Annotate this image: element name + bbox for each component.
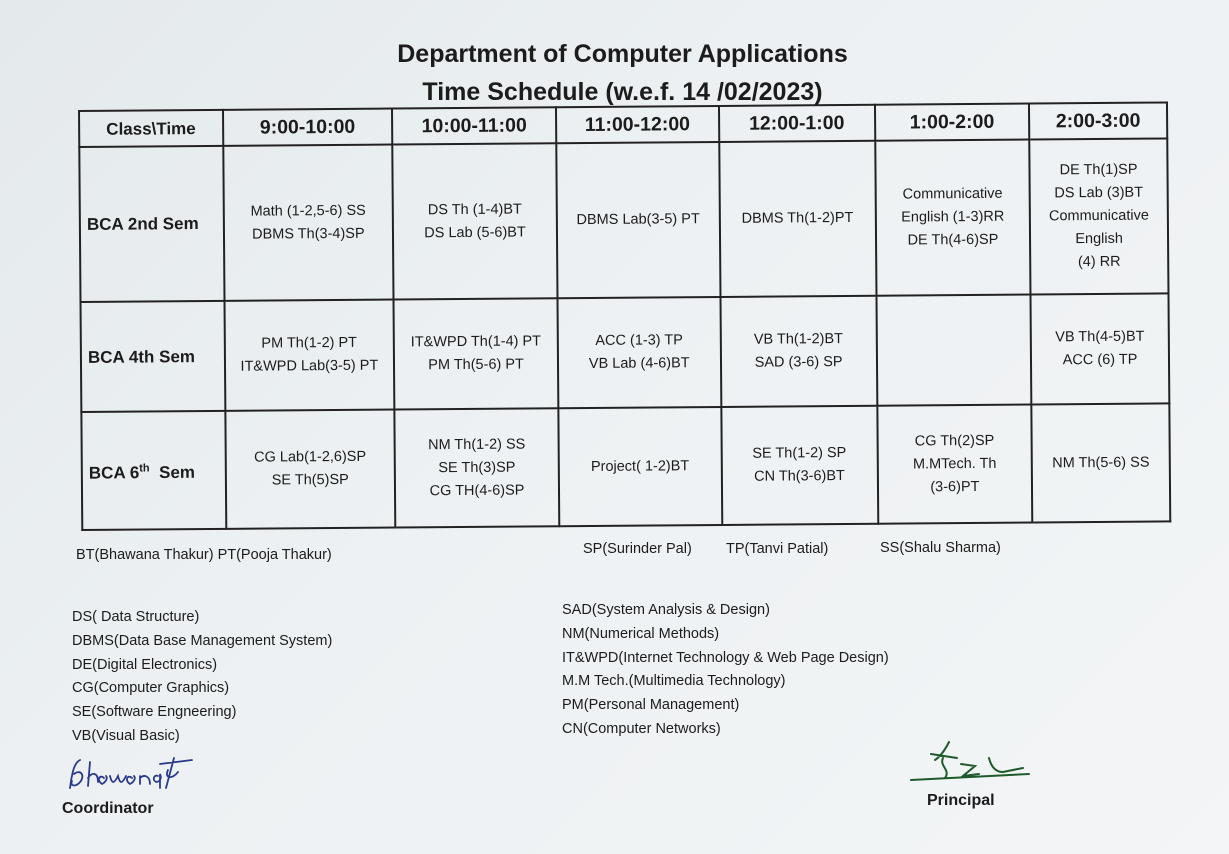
schedule-cell-line: SE Th(5)SP <box>271 471 349 489</box>
schedule-cell-line: DS Th (1-4)BT <box>427 201 522 218</box>
schedule-cell-line: (4) RR <box>1077 253 1121 271</box>
faculty-legend-ss: SS(Shalu Sharma) <box>880 540 1001 556</box>
schedule-cell <box>1029 138 1168 294</box>
schedule-cell <box>1031 403 1170 522</box>
page-title: Department of Computer Applications <box>397 40 848 68</box>
schedule-cell <box>877 405 1032 524</box>
class-label-rest: Sem <box>149 462 196 482</box>
schedule-cell-line: IT&WPD Th(1-4) PT <box>410 333 542 351</box>
schedule-cell <box>394 298 559 409</box>
schedule-cell <box>558 297 721 408</box>
abbreviation-item: PM(Personal Management) <box>562 697 740 714</box>
column-header: 2:00-3:00 <box>1029 102 1167 139</box>
abbreviation-item: IT&WPD(Internet Technology & Web Page Design) <box>562 649 889 666</box>
schedule-cell-line: Communicative <box>1048 207 1149 225</box>
table-row <box>79 138 1168 302</box>
schedule-cell-line: NM Th(5-6) SS <box>1052 454 1150 471</box>
schedule-cell-line: NM Th(1-2) SS <box>428 435 526 453</box>
schedule-cell <box>721 406 878 525</box>
schedule-cell <box>558 407 721 526</box>
schedule-cell-line: CG Lab(1-2,6)SP <box>254 448 367 466</box>
schedule-cell <box>392 143 557 299</box>
table-row <box>81 403 1170 530</box>
column-header: 10:00-11:00 <box>392 107 556 144</box>
coordinator-label: Coordinator <box>62 800 154 817</box>
column-header: 1:00-2:00 <box>875 104 1030 141</box>
abbreviation-item: CG(Computer Graphics) <box>72 680 230 697</box>
schedule-cell-line: ACC (6) TP <box>1062 351 1138 369</box>
schedule-cell-line: CN Th(3-6)BT <box>754 467 845 485</box>
table-row <box>81 293 1170 412</box>
schedule-cell-line: IT&WPD Lab(3-5) PT <box>240 357 379 375</box>
schedule-cell-line: M.MTech. Th <box>912 455 997 472</box>
class-label-text: BCA 4th Sem <box>87 346 196 367</box>
faculty-legend-sp: SP(Surinder Pal) <box>583 541 692 557</box>
column-header: 11:00-12:00 <box>556 106 719 143</box>
abbreviation-item: DBMS(Data Base Management System) <box>72 632 333 649</box>
schedule-cell-line: DBMS Th(3-4)SP <box>252 225 365 243</box>
schedule-cell-line: VB Lab (4-6)BT <box>588 355 690 372</box>
schedule-cell <box>394 408 559 527</box>
abbreviation-item: VB(Visual Basic) <box>72 728 180 744</box>
schedule-cell <box>720 296 877 407</box>
abbreviation-item: SE(Software Engneering) <box>72 704 237 721</box>
column-header: 12:00-1:00 <box>719 105 875 142</box>
schedule-cell-line: English (1-3)RR <box>901 208 1005 226</box>
schedule-cell-line: DE Th(1)SP <box>1059 161 1138 179</box>
schedule-cell-line: SE Th(1-2) SP <box>752 444 847 462</box>
schedule-cell-line: DS Lab (3)BT <box>1054 184 1144 202</box>
schedule-cell <box>1031 293 1170 404</box>
schedule-cell-line: DE Th(4-6)SP <box>907 231 999 249</box>
faculty-legend-bt-pt: BT(Bhawana Thakur) PT(Pooja Thakur) <box>76 547 332 563</box>
schedule-cell-line: PM Th(1-2) PT <box>261 334 358 352</box>
abbreviation-item: DE(Digital Electronics) <box>72 656 218 673</box>
schedule-cell-line: PM Th(5-6) PT <box>428 356 524 374</box>
schedule-cell-line: Communicative <box>902 185 1003 203</box>
schedule-cell-line: Project( 1-2)BT <box>590 457 690 475</box>
class-label-superscript: th <box>139 462 150 475</box>
schedule-cell-line: SAD (3-6) SP <box>754 354 843 371</box>
schedule-cell-line: DBMS Th(1-2)PT <box>741 209 854 227</box>
schedule-cell <box>224 300 394 411</box>
schedule-cell-line: VB Th(1-2)BT <box>753 330 844 348</box>
time-schedule-table <box>78 101 1171 531</box>
class-label <box>81 301 226 412</box>
page-subtitle: Time Schedule (w.e.f. 14 /02/2023) <box>422 78 823 106</box>
column-header: 9:00-10:00 <box>223 109 393 146</box>
class-label <box>81 411 226 530</box>
schedule-cell <box>223 145 394 301</box>
schedule-cell-line: ACC (1-3) TP <box>595 332 683 349</box>
class-label-text: BCA 2nd Sem <box>86 214 199 234</box>
schedule-cell-line: SE Th(3)SP <box>438 459 516 476</box>
principal-label: Principal <box>927 792 995 809</box>
schedule-cell-line: English <box>1075 230 1123 248</box>
column-header: Class\Time <box>79 110 223 147</box>
schedule-cell <box>225 410 395 529</box>
abbreviation-item: NM(Numerical Methods) <box>562 625 720 642</box>
abbreviation-item: DS( Data Structure) <box>72 609 200 625</box>
schedule-cell-line: Math (1-2,5-6) SS <box>250 202 366 220</box>
schedule-cell <box>719 141 876 297</box>
class-label-text: BCA 6 <box>88 462 140 483</box>
schedule-cell <box>876 295 1031 406</box>
schedule-cell-line: VB Th(4-5)BT <box>1055 328 1145 346</box>
coordinator-signature-icon <box>60 748 210 798</box>
schedule-cell <box>556 142 720 298</box>
schedule-cell <box>875 140 1031 296</box>
schedule-cell-line: DBMS Lab(3-5) PT <box>576 211 700 229</box>
faculty-legend-tp: TP(Tanvi Patial) <box>726 541 829 557</box>
class-label <box>79 146 224 302</box>
schedule-cell-line: CG Th(2)SP <box>914 432 995 449</box>
schedule-cell-line: CG TH(4-6)SP <box>429 482 525 499</box>
principal-signature-icon <box>905 736 1035 788</box>
schedule-cell-line: (3-6)PT <box>930 478 980 495</box>
abbreviation-item: M.M Tech.(Multimedia Technology) <box>562 673 786 690</box>
abbreviation-item: SAD(System Analysis & Design) <box>562 602 770 618</box>
schedule-cell-line: DS Lab (5-6)BT <box>424 223 526 241</box>
abbreviation-item: CN(Computer Networks) <box>562 721 721 737</box>
